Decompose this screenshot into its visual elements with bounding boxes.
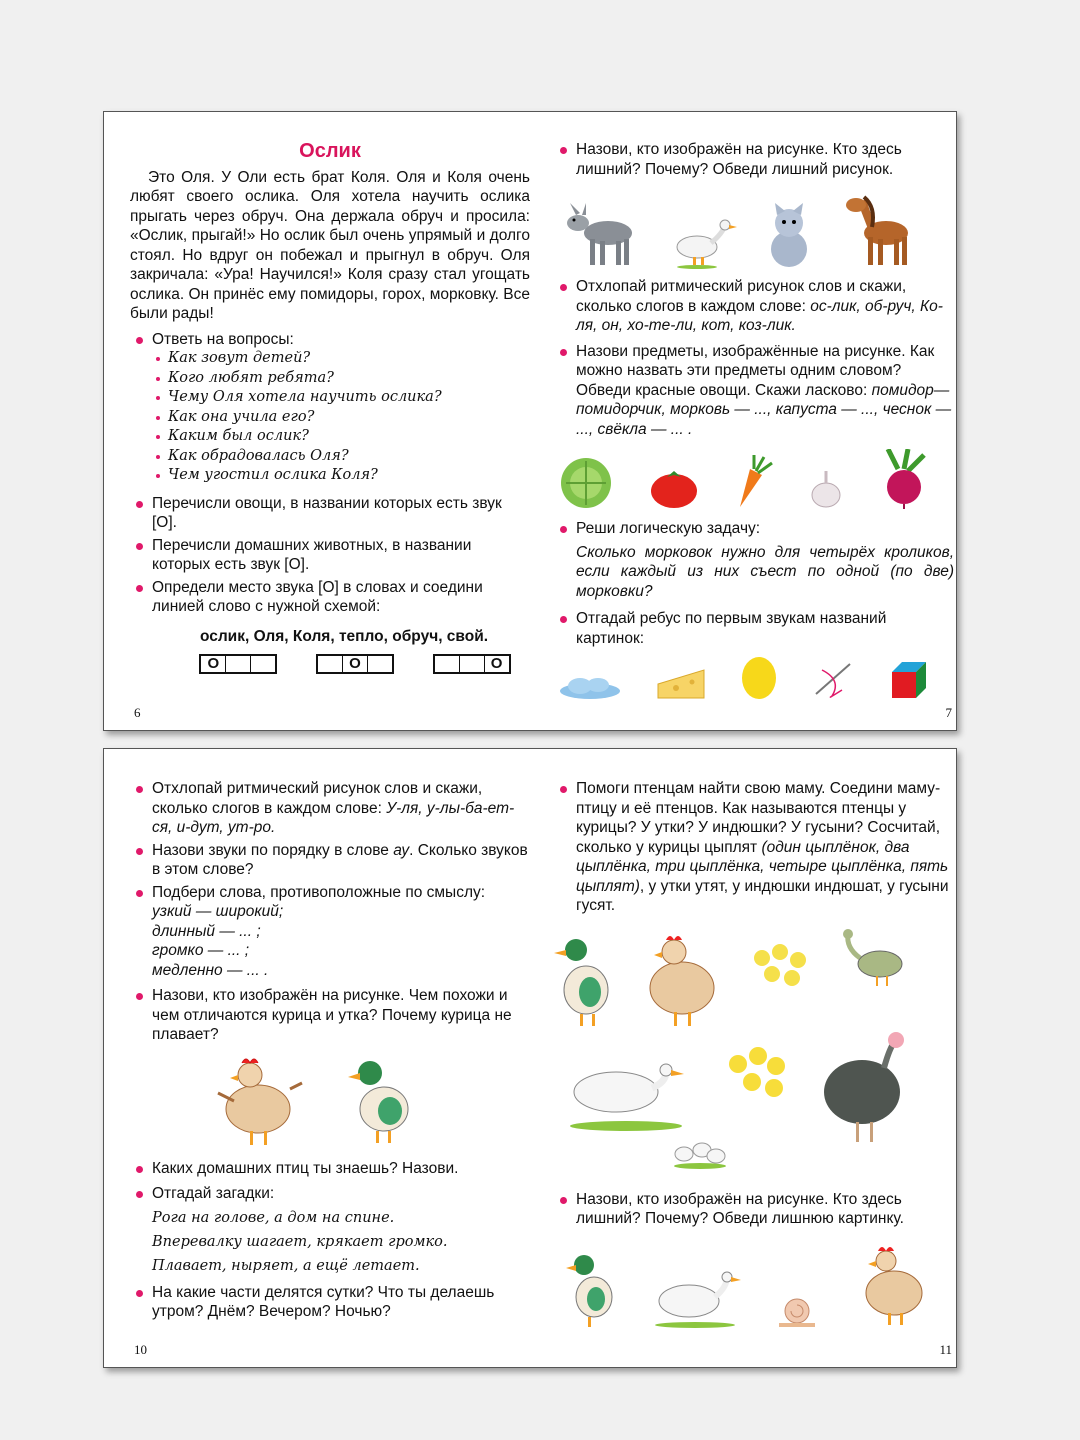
opposite-item: громко — ... ; (152, 942, 250, 959)
questions-list (152, 349, 530, 486)
task-list (554, 140, 954, 179)
task-answer-questions: Ответь на вопросы: Как зовут детей? Кого любят ребята? Чему Оля хотела научить ослика? Как она учила его? Каким был ослик? Как обрадовалась Оля? Чем угостил ослика Коля? (130, 330, 530, 486)
page-6 (130, 112, 530, 730)
task-poultry: Каких домашних птиц ты знаешь? Назови. (130, 1159, 530, 1179)
task-list (554, 779, 954, 916)
question-item: Как обрадовалась Оля? (152, 447, 530, 467)
task-find-mother: Помоги птенцам найти свою маму. Соедини маму-птицу и её птенцов. Как называются птенцы у курицы? У утки? У индюшки? У гусыни? Сосчитай, сколько у курицы цыплят (один цыплёнок, два цыплёнка, три цыплёнка, четыре цыплёнка, пять цыплят), у утки утят, у индюшки индюшат, у гусыни гусят. (554, 779, 954, 916)
goose-icon (566, 1052, 686, 1132)
cabbage-icon (558, 455, 614, 509)
page-number: 11 (939, 1341, 952, 1357)
needle-icon (812, 660, 854, 700)
page-number: 7 (945, 704, 952, 720)
task-list (130, 330, 530, 617)
duck-icon (554, 930, 614, 1030)
task-day-parts: На какие части делятся сутки? Что ты делаешь утром? Днём? Вечером? Ночью? (130, 1283, 530, 1322)
rebus-picture-row (558, 654, 930, 700)
question-item: Каким был ослик? (152, 427, 530, 447)
task-vegetables: Перечисли овощи, в названии которых есть звук [О]. (130, 494, 530, 533)
logic-problem: Сколько морковок нужно для четырёх кроликов, если каждый из них съест по одной (по две) морковки? (576, 543, 954, 600)
task-list (130, 779, 530, 1045)
garlic-icon (809, 469, 843, 509)
task-rebus: Отгадай ребус по первым звукам названий картинок: (554, 609, 954, 648)
page-11 (554, 749, 954, 1367)
page-7 (554, 112, 954, 730)
scheme-last: О (433, 654, 511, 674)
chicks-icon (750, 938, 820, 988)
animals-picture-row (566, 193, 916, 269)
gosling-icon (836, 924, 916, 990)
task-list (554, 609, 954, 648)
word-list: ослик, Оля, Коля, тепло, обруч, свой. (199, 627, 489, 645)
riddles-list (152, 1208, 530, 1277)
birds-and-chicks-picture (554, 930, 954, 1180)
task-vegetables-names: Назови предметы, изображённые на рисунке. Как можно назвать эти предметы одним словом? Обведи красные овощи. Скажи ласково: помидор— помидорчик, морковь — ..., капуста — ..., чеснок — ..., свёкла — ... . (554, 342, 954, 440)
cheese-icon (656, 660, 706, 700)
sound-schemes (180, 654, 530, 674)
task-animals: Перечисли домашних животных, в названии которых есть звук [О]. (130, 536, 530, 575)
beet-icon (878, 449, 928, 509)
question-item: Как зовут детей? (152, 349, 530, 369)
horse-icon (842, 193, 916, 269)
ducklings-icon (724, 1042, 804, 1102)
opposite-item: длинный — ... ; (152, 922, 261, 940)
task-sounds-order: Назови звуки по порядку в слове ау. Сколько звуков в этом слове? (130, 841, 530, 880)
question-item: Чему Оля хотела научить ослика? (152, 388, 530, 408)
task-sound-place: Определи место звука [О] в словах и соедини линией слово с нужной схемой: (130, 578, 530, 617)
page-number: 10 (134, 1341, 147, 1357)
goslings-icon (672, 1136, 728, 1170)
goose-icon (651, 1265, 741, 1329)
duck-icon (346, 1053, 416, 1149)
scheme-middle: О (316, 654, 394, 674)
riddle-item: Рога на голове, а дом на спине. (152, 1209, 395, 1226)
turkey-icon (816, 1028, 916, 1148)
goose-icon (667, 213, 737, 269)
hen-icon (634, 930, 730, 1030)
task-syllables: Отхлопай ритмический рисунок слов и скажи, сколько слогов в каждом слове: ос-лик, об-руч, Ко-ля, он, хо-те-ли, кот, коз-лик. (554, 277, 954, 336)
hen-icon (210, 1053, 306, 1149)
task-logic: Реши логическую задачу: (554, 519, 954, 539)
hen-icon (852, 1243, 936, 1329)
story-text: Это Оля. У Оли есть брат Коля. Оля и Коля очень любят своего ослика. Оля хотела научить ослика прыгать через обруч. Она держала обруч и просила: «Ослик, прыгай!» Но ослик был очень упрямый и долго стоял. Но вдруг он побежал и прыгнул в обруч. Оля закричала: «Ура! Научился!» Коля сразу стал угощать ослика. Он принёс ему помидоры, горох, морковку. Все были рады! (130, 168, 530, 322)
task-list (554, 1190, 954, 1229)
cloud-icon (558, 676, 622, 700)
duck-icon (566, 1249, 616, 1329)
birds-picture-row (566, 1243, 936, 1329)
task-hen-duck: Назови, кто изображён на рисунке. Чем похожи и чем отличаются курица и утка? Почему курица не плавает? (130, 986, 530, 1045)
cat-icon (761, 203, 817, 269)
vegetables-picture-row (558, 449, 928, 509)
task-odd-one-out: Назови, кто изображён на рисунке. Кто здесь лишний? Почему? Обведи лишний рисунок. (554, 140, 954, 179)
task-list (130, 1159, 530, 1322)
riddle-item: Вперевалку шагает, крякает громко. (152, 1233, 448, 1250)
question-item: Кого любят ребята? (152, 369, 530, 389)
task-list (554, 277, 954, 439)
task-riddles: Отгадай загадки: Рога на голове, а дом на спине. Вперевалку шагает, крякает громко. Плавает, ныряет, а ещё летает. (130, 1184, 530, 1277)
cube-icon (888, 658, 930, 700)
lemon-icon (740, 654, 778, 700)
hen-duck-picture-row (210, 1053, 530, 1149)
snail-icon (777, 1295, 817, 1329)
opposite-item: узкий — широкий; (152, 903, 284, 920)
donkey-icon (566, 203, 642, 269)
carrot-icon (734, 455, 774, 509)
book-spread-pages-6-7 (103, 111, 957, 731)
page-10 (130, 749, 530, 1367)
story-title: Ослик (299, 140, 361, 162)
opposite-item: медленно — ... . (152, 961, 269, 979)
task-odd-one-out: Назови, кто изображён на рисунке. Кто здесь лишний? Почему? Обведи лишнюю картинку. (554, 1190, 954, 1229)
page-number: 6 (134, 704, 141, 720)
question-item: Чем угостил ослика Коля? (152, 466, 530, 486)
question-item: Как она учила его? (152, 408, 530, 428)
riddle-item: Плавает, ныряет, а ещё летает. (152, 1257, 420, 1274)
task-opposites: Подбери слова, противоположные по смыслу: узкий — широкий; длинный — ... ; громко — ... ; медленно — ... . (130, 883, 530, 981)
scheme-first: О (199, 654, 277, 674)
book-spread-pages-10-11 (103, 748, 957, 1368)
tomato-icon (649, 465, 699, 509)
task-list (554, 519, 954, 539)
task-syllables: Отхлопай ритмический рисунок слов и скажи, сколько слогов в каждом слове: У-ля, у-лы-ба-ет-ся, и-дут, ут-ро. (130, 779, 530, 838)
